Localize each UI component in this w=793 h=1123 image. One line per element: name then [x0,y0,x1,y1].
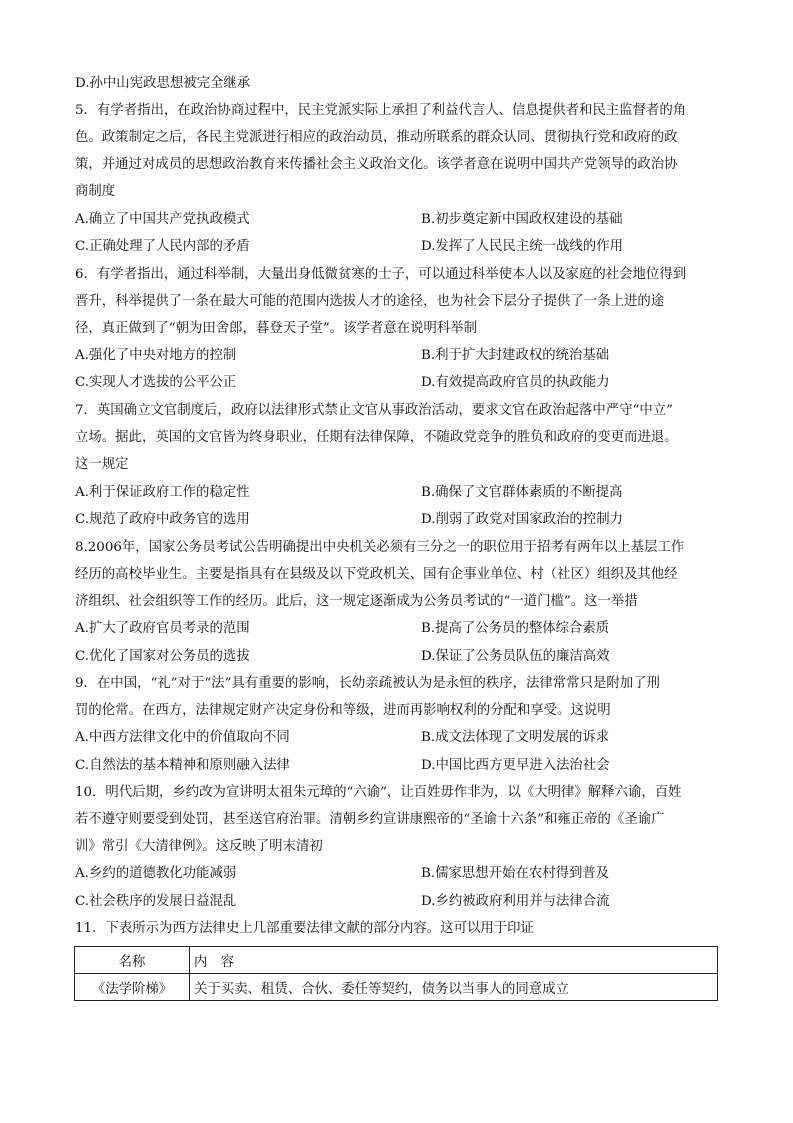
table-header-name: 名称 [75,947,190,974]
q10-stem-line-1: 10．明代后期，乡约改为宣讲明太祖朱元璋的“六谕”，让百姓毋作非为，以《大明律》解释六谕，百姓 [75,785,682,800]
q6-stem-line-3: 径，真正做到了“朝为田舍郎，暮登天子堂”。该学者意在说明科举制 [75,321,478,336]
q9-option-d: D.中国比西方更早进入法治社会 [421,758,610,773]
q10-option-d: D.乡约被政府利用并与法律合流 [421,894,610,909]
table-cell-name: 《法学阶梯》 [75,974,190,1001]
q10-option-c: C.社会秩序的发展日益混乱 [75,894,237,909]
q9-option-a: A.中西方法律文化中的价值取向不同 [75,730,290,745]
q7-stem-line-2: 立场。据此，英国的文官皆为终身职业，任期有法律保障，不随政党竞争的胜负和政府的变更而进退。 [75,430,678,445]
table-header-content: 内 容 [190,947,718,974]
q9-stem-line-1: 9．在中国，“礼”对于“法”具有重要的影响，长幼亲疏被认为是永恒的秩序，法律常常只是附加了刑 [75,676,660,691]
q8-stem-line-2: 经历的高校毕业生。主要是指具有在县级及以下党政机关、国有企事业单位、村（社区）组织及其他经 [75,567,678,582]
q10-stem-line-3: 训》常引《大清律例》。这反映了明末清初 [75,839,323,854]
q6-option-c: C.实现人才选拔的公平公正 [75,375,237,390]
q7-option-d: D.削弱了政党对国家政治的控制力 [421,512,623,527]
table-cell-content: 关于买卖、租赁、合伙、委任等契约，债务以当事人的同意成立 [190,974,718,1001]
q6-option-a: A.强化了中央对地方的控制 [75,348,237,363]
q5-stem-line-2: 色。政策制定之后，各民主党派进行相应的政治动员，推动所联系的群众认同、贯彻执行党和政府的政 [75,130,678,145]
q9-stem-line-2: 罚的伦常。在西方，法律规定财产决定身份和等级，进而再影响权利的分配和享受。这说明 [75,703,611,718]
q10-stem-line-2: 若不遵守则要受到处罚，甚至送官府治罪。清朝乡约宣讲康熙帝的“圣谕十六条”和雍正帝的《圣谕广 [75,812,665,827]
table-header-row [75,947,718,974]
q5-stem-line-3: 策，并通过对成员的思想政治教育来传播社会主义政治文化。该学者意在说明中国共产党领导的政治协 [75,157,678,172]
q8-option-a: A.扩大了政府官员考录的范围 [75,621,250,636]
q6-option-d: D.有效提高政府官员的执政能力 [421,375,610,390]
q4-option-d: D.孙中山宪政思想被完全继承 [75,76,251,91]
q5-option-c: C.正确处理了人民内部的矛盾 [75,239,250,254]
q10-option-a: A.乡约的道德教化功能减弱 [75,866,237,881]
q5-stem-line-1: 5．有学者指出，在政治协商过程中，民主党派实际上承担了利益代言人、信息提供者和民主监督者的角 [75,103,687,118]
q9-option-c: C.自然法的基本精神和原则融入法律 [75,758,290,773]
q11-stem-line-1: 11．下表所示为西方法律史上几部重要法律文献的部分内容。这可以用于印证 [75,921,534,936]
q10-option-b: B.儒家思想开始在农村得到普及 [421,866,610,881]
q5-option-b: B.初步奠定新中国政权建设的基础 [421,212,623,227]
table-row [75,974,718,1001]
q7-stem-line-3: 这一规定 [75,457,129,472]
q6-stem-line-1: 6．有学者指出，通过科举制，大量出身低微贫寒的士子，可以通过科举使本人以及家庭的社会地位得到 [75,267,687,282]
q8-stem-line-3: 济组织、社会组织等工作的经历。此后，这一规定逐渐成为公务员考试的“一道门槛”。这一举措 [75,594,638,609]
q5-option-d: D.发挥了人民民主统一战线的作用 [421,239,623,254]
q7-stem-line-1: 7．英国确立文官制度后，政府以法律形式禁止文官从事政治活动，要求文官在政治起落中严守“中立” [75,403,674,418]
q9-option-b: B.成文法体现了文明发展的诉求 [421,730,610,745]
q8-option-b: B.提高了公务员的整体综合素质 [421,621,610,636]
q8-stem-line-1: 8.2006年，国家公务员考试公告明确提出中央机关必须有三分之一的职位用于招考有两年以上基层工作 [75,540,685,555]
q7-option-a: A.利于保证政府工作的稳定性 [75,485,250,500]
q6-stem-line-2: 晋升，科举提供了一条在最大可能的范围内选拔人才的途径，也为社会下层分子提供了一条上进的途 [75,294,665,309]
q5-stem-line-4: 商制度 [75,184,116,199]
q8-option-c: C.优化了国家对公务员的选拔 [75,649,250,664]
law-documents-table [74,946,718,1001]
q6-option-b: B.利于扩大封建政权的统治基础 [421,348,610,363]
q7-option-c: C.规范了政府中政务官的选用 [75,512,250,527]
q7-option-b: B.确保了文官群体素质的不断提高 [421,485,623,500]
q5-option-a: A.确立了中国共产党执政模式 [75,212,250,227]
q8-option-d: D.保证了公务员队伍的廉洁高效 [421,649,610,664]
